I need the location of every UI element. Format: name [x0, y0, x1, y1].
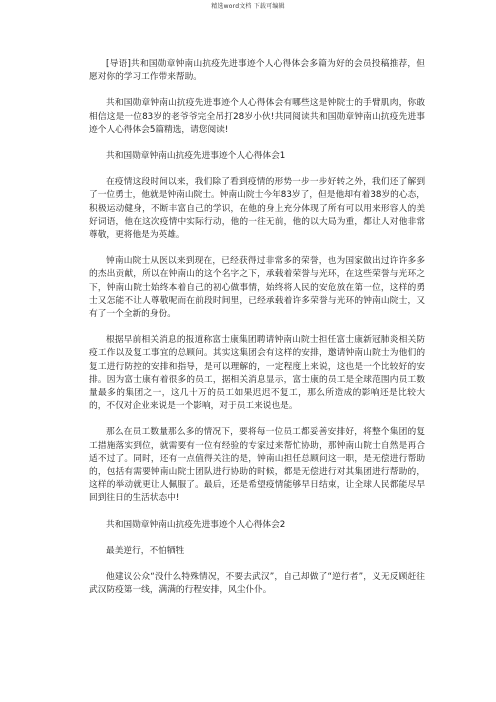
- body-paragraph-3: 根据早前相关消息的报道称富士康集团聘请钟南山院士担任富士康新冠肺炎相关防疫工作以及复工事宜的总顾问。其实这集团会有这样的安排，邀请钟南山院士为他们的复工进行防控的安排和指导，是可以理解的，一定程度上来说，这也是一个比较好的安排。因为富士康有着很多的员工，据相关消息显示，富士康的员工是全球范围内员工数量最多的集团之一，这几十万的员工如果迟迟不复工，那么所造成的影响还是比较大的，不仅对企业来说是一个影响，对于员工来说也是。: [89, 335, 425, 412]
- intro-paragraph: [导语]共和国勋章钟南山抗疫先进事迹个人心得体会多篇为好的会员投稿推荐，但愿对你的学习工作带来帮助。: [89, 59, 425, 83]
- lead-paragraph: 共和国勋章钟南山抗疫先进事迹个人心得体会有哪些这是钟院士的手臂肌肉，你敢相信这是一位83岁的老爷爷完全吊打28岁小伙!共同阅读共和国勋章钟南山抗疫先进事迹个人心得体会5篇精选，请您阅读!: [89, 98, 425, 135]
- section-title-2: 共和国勋章钟南山抗疫先进事迹个人心得体会2: [106, 519, 286, 530]
- section-subtitle-2: 最美逆行，不怕牺牲: [106, 545, 185, 556]
- section-title-1: 共和国勋章钟南山抗疫先进事迹个人心得体会1: [106, 151, 286, 162]
- document-body: [89, 58, 425, 611]
- page-header-watermark: 精选word文档 下载可编辑: [211, 3, 285, 10]
- body-paragraph-1: 在疫情这段时间以来，我们除了看到疫情的形势一步一步好转之外，我们还了解到了一位勇士，他就是钟南山院士。钟南山院士今年83岁了，但是他却有着38岁的心态，积极运动健身，不断丰富自己的学识，在他的身上充分体现了所有可以用来形容人的美好词语，他在这次疫情中实际行动，他的一往无前，他的以大局为重，都让人对他非常尊敬，更将他是为英雄。: [89, 177, 425, 241]
- body-paragraph-4: 那么在员工数量那么多的情况下，要将每一位员工都妥善安排好，将整个集团的复工措施落实到位，就需要有一位有经验的专家过来帮忙协助，那钟南山院士自然是再合适不过了。同时，还有一点值得关注的是，钟南山担任总顾问这一职，是无偿进行帮助的，包括有需要钟南山院士团队进行协助的时候，都是无偿进行对其集团进行帮助的，这样的举动就更让人佩服了。最后，还是希望疫情能够早日结束，让全球人民都能尽早回到往日的生活状态中!: [89, 427, 425, 504]
- body-paragraph-2: 钟南山院士从医以来到现在，已经获得过非常多的荣誉，也为国家做出过许许多多的杰出贡献，所以在钟南山的这个名字之下，承载着荣誉与光环，在这些荣誉与光环之下，钟南山院士始终本着自己的初心做事情，始终将人民的安危放在第一位，这样的勇士又怎能不让人尊敬呢而在前段时间里，已经承载着许多荣誉与光环的钟南山院士，又有了一个全新的身份。: [89, 256, 425, 320]
- body-paragraph-5: 他建议公众“没什么特殊情况，不要去武汉”，自己却做了“逆行者”，义无反顾赶往武汉防疫第一线，满满的行程安排，风尘仆仆。: [89, 572, 425, 596]
